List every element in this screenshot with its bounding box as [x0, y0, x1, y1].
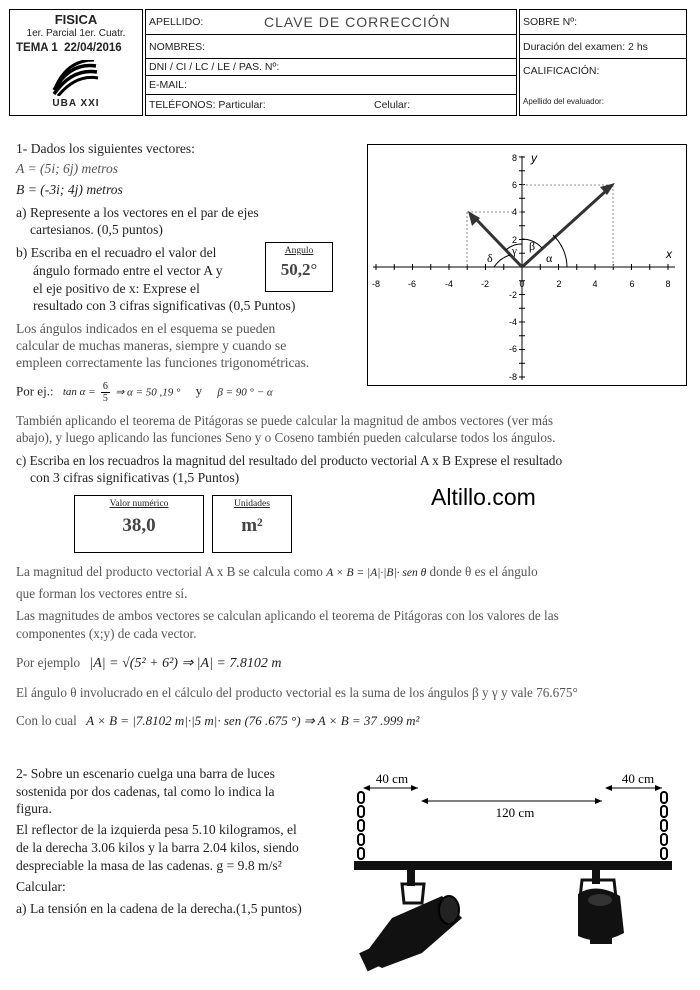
header-left-block	[9, 9, 143, 116]
y-tick-m2: -2	[508, 290, 517, 300]
q1b-line3: el eje positivo de x: Exprese el	[33, 281, 200, 296]
y-tick-6: 6	[511, 180, 517, 190]
unidades-answer-box	[212, 495, 292, 553]
ejemplo-formula: |A| = √(5² + 6²) ⇒ |A| = 7.8102 m	[89, 656, 282, 671]
theta-line: El ángulo θ involucrado en el cálculo del producto vectorial es la suma de los ángulos β y γ y vale 76.675°	[16, 685, 578, 700]
left-chain	[358, 792, 364, 859]
header-grade-block	[519, 9, 687, 116]
valor-answer-box	[74, 495, 204, 553]
y-tick-m6: -6	[508, 344, 517, 354]
q1a-line1: a) Represente a los vectores en el par de ejes	[16, 205, 259, 220]
telefonos-row	[146, 95, 516, 116]
valor-label: Valor numérico	[109, 499, 169, 509]
explanation-line2: calcular de muchas maneras, siempre y cuando se	[16, 338, 287, 353]
magnitude-text-b: donde θ es el ángulo	[429, 564, 538, 579]
graph-frame	[368, 145, 687, 386]
dni-label: DNI / CI / LC / LE / PAS. Nº:	[149, 61, 280, 73]
magnitude-line1	[16, 563, 538, 582]
con-prefix: Con lo cual	[16, 713, 77, 728]
email-row	[146, 76, 516, 95]
vector-a: A = (5i; 6j) metros	[16, 161, 119, 176]
email-label: E-MAIL:	[149, 79, 187, 91]
q1b-line2: ángulo formado entre el vector A y	[33, 263, 223, 278]
explanation-line1: Los ángulos indicados en el esquema se pueden	[16, 321, 276, 336]
y-tick-2: 2	[511, 235, 517, 245]
light-bar-figure	[352, 768, 688, 983]
subject-title: FISICA	[54, 12, 98, 27]
example-line	[16, 381, 273, 404]
q2-line5: de la derecha 3.06 kilos y la barra 2.04 kilos, siendo	[16, 840, 299, 855]
magnitude-line4: componentes (x;y) de cada vector.	[16, 626, 197, 641]
vector-b: B = (-3i; 4j) metros	[16, 182, 123, 197]
y-tick-8: 8	[511, 153, 517, 163]
q2-line2: sostenida por dos cadenas, tal como lo indica la	[16, 784, 275, 799]
unidades-value: m²	[241, 515, 263, 536]
evaluador-label: Apellido del evaluador:	[523, 97, 604, 106]
example-formula-2: ⇒ α = 50 ,19 °	[115, 386, 181, 399]
q2-line6: despreciable la masa de las cadenas. g = 9.8 m/s²	[16, 858, 282, 873]
q2-line3: figura.	[16, 801, 52, 816]
x-tick-8: 8	[665, 279, 671, 289]
ejemplo-line	[16, 654, 282, 672]
example-fraction	[101, 381, 110, 404]
header-student-block	[145, 9, 517, 116]
x-axis-label: x	[666, 247, 672, 261]
q1b-line1: b) Escriba en el recuadro el valor del	[16, 245, 217, 260]
light-bar	[354, 861, 672, 870]
x-tick-m6: -6	[407, 279, 417, 289]
q1c-line2: con 3 cifras significativas (1,5 Puntos)	[30, 470, 240, 485]
ejemplo-prefix: Por ejemplo	[16, 655, 81, 670]
dim-mid-label: 120 cm	[495, 805, 535, 820]
q2-line1: 2- Sobre un escenario cuelga una barra de luces	[16, 766, 275, 781]
example-beta: β = 90 ° − α	[217, 386, 273, 399]
dim-right-label: 40 cm	[621, 771, 655, 786]
gamma-label: γ	[512, 245, 517, 257]
sobre-label: SOBRE Nº:	[523, 16, 578, 28]
x-tick-2: 2	[556, 279, 562, 289]
x-tick-4: 4	[592, 279, 598, 289]
y-tick-4: 4	[511, 207, 517, 217]
telefonos-label: TELÉFONOS: Particular:	[149, 99, 266, 111]
x-tick-m4: -4	[444, 279, 454, 289]
tema-label	[16, 42, 122, 54]
watermark: Altillo.com	[431, 484, 536, 510]
left-reflector-icon	[359, 870, 462, 971]
x-tick-m8: -8	[371, 279, 381, 289]
angulo-answer-box	[265, 242, 333, 292]
nombres-label: NOMBRES:	[149, 41, 206, 53]
y-tick-m4: -4	[508, 317, 517, 327]
example-denominator: 5	[102, 393, 108, 404]
calificacion-label: CALIFICACIÓN:	[523, 65, 600, 77]
example-prefix: Por ej.:	[16, 383, 54, 399]
apellido-row	[146, 10, 516, 35]
y-axis-label: y	[531, 151, 537, 165]
pitagoras-line1: También aplicando el teorema de Pitágoras se puede calcular la magnitud de ambos vectores (ver más	[16, 413, 553, 428]
angulo-value: 50,2°	[280, 260, 318, 279]
example-and: y	[195, 383, 203, 399]
valor-value: 38,0	[122, 515, 156, 536]
dim-left-label: 40 cm	[375, 771, 409, 786]
q2-line4: El reflector de la izquierda pesa 5.10 kilogramos, el	[16, 822, 297, 837]
sobre-row	[520, 10, 686, 35]
magnitude-formula: A × B = |A|·|B|· sen θ	[326, 567, 427, 579]
x-tick-m2: -2	[480, 279, 490, 289]
beta-label: β	[529, 239, 536, 253]
magnitude-line2: que forman los vectores entre sí.	[16, 586, 188, 601]
example-formula-1: tan α =	[62, 386, 96, 399]
delta-label: δ	[487, 251, 493, 265]
explanation-line3: empleen correctamente las funciones trigonométricas.	[16, 355, 310, 370]
nombres-row	[146, 35, 516, 59]
celular-label: Celular:	[374, 99, 411, 111]
dni-row	[146, 59, 516, 76]
q1-title: 1- Dados los siguientes vectores:	[16, 141, 195, 156]
q1a-line2: cartesianos. (0,5 puntos)	[30, 222, 163, 237]
course-label: 1er. Parcial 1er. Cuatr.	[26, 28, 126, 39]
exam-date: 22/04/2016	[64, 42, 122, 54]
apellido-label: APELLIDO:	[149, 16, 204, 28]
x-tick-0: 0	[519, 279, 525, 289]
example-numerator: 6	[102, 381, 108, 392]
q2-line7: Calcular:	[16, 879, 66, 894]
q1c-line1: c) Escriba en los recuadros la magnitud del resultado del producto vectorial A x B Exprese el resultado	[16, 453, 563, 468]
right-chain	[661, 792, 667, 859]
magnitude-line3: Las magnitudes de ambos vectores se calculan aplicando el teorema de Pitágoras con los valores de las	[16, 608, 559, 623]
angulo-label: Angulo	[284, 246, 314, 256]
right-reflector-icon	[578, 870, 624, 944]
duracion-label: Duración del examen: 2 hs	[523, 41, 648, 53]
calificacion-row	[520, 59, 686, 116]
con-line	[16, 712, 419, 729]
q1b-line4: resultado con 3 cifras significativas (0,5 Puntos)	[33, 298, 296, 313]
q2-line8: a) La tensión en la cadena de la derecha.(1,5 puntos)	[16, 901, 302, 916]
unidades-label: Unidades	[234, 499, 270, 509]
tema-text: TEMA 1	[16, 42, 58, 54]
magnitude-text-a: La magnitud del producto vectorial A x B se calcula como	[16, 564, 323, 579]
logo-text: UBA XXI	[52, 98, 100, 109]
alpha-label: α	[546, 251, 553, 265]
clave-label: CLAVE DE CORRECCIÓN	[264, 14, 451, 30]
y-tick-m8: -8	[508, 372, 517, 382]
duracion-row	[520, 35, 686, 59]
x-tick-6: 6	[629, 279, 635, 289]
con-formula: A × B = |7.8102 m|·|5 m|· sen (76 .675 °) ⇒ A × B = 37 .999 m²	[86, 713, 420, 728]
uba-logo-icon	[50, 60, 100, 96]
pitagoras-line2: abajo), y luego aplicando las funciones Seno y o Coseno también pueden calcularse todos los ángulos.	[16, 430, 556, 445]
vector-graph	[367, 144, 687, 386]
